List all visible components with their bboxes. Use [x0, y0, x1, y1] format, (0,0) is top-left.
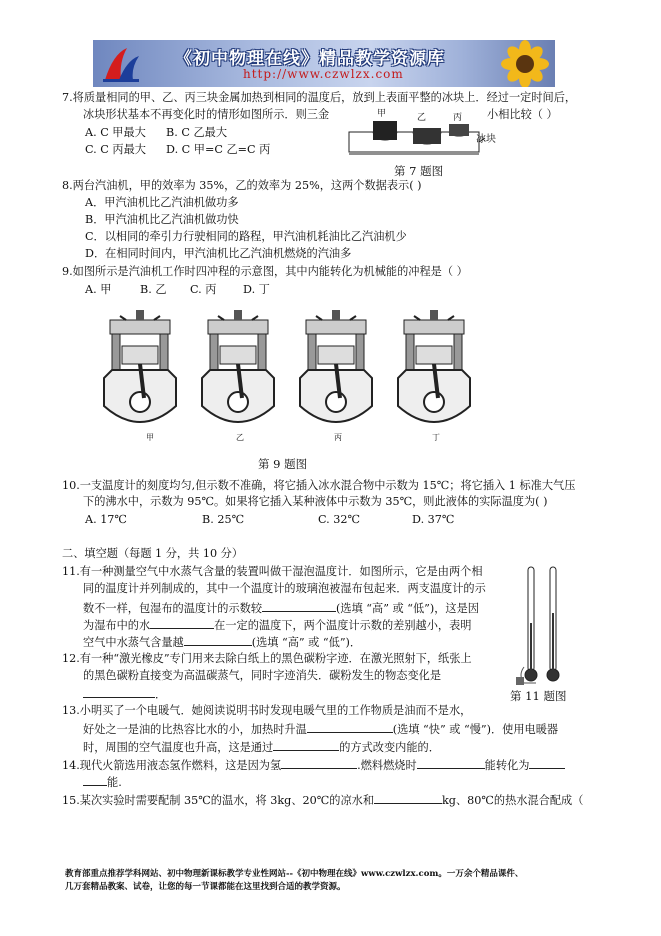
q8-option-b: B．甲汽油机比乙汽油机做功快 — [85, 213, 239, 226]
q12-line3-text: ． — [155, 688, 167, 701]
q7-option-a: A. C 甲最大 — [85, 126, 146, 139]
q9-option-a: A. 甲 — [85, 283, 112, 296]
q13-line2-text-a: 好处之一是油的比热容比水的小，加热时升温 — [83, 723, 307, 736]
q8-option-c: C．以相同的牵引力行驶相同的路程，甲汽油机耗油比乙汽油机少 — [85, 230, 407, 243]
q15-text-b: kg、80℃的热水混合配成（ — [442, 794, 584, 807]
q9-option-c: C. 丙 — [190, 283, 217, 296]
q14-blank-1[interactable] — [281, 757, 357, 769]
q7-option-c: C. C 丙最大 — [85, 143, 146, 156]
q13-line2 — [83, 721, 558, 737]
footer-line1: 教育部重点推荐学科网站、初中物理新课标教学专业性网站--《初中物理在线》www.czwlzx.com。一万余个精品课件、 — [65, 869, 524, 879]
q13-blank-1[interactable] — [307, 721, 393, 733]
q9-stem: 9.如图所示是汽油机工作时四冲程的示意图，其中内能转化为机械能的冲程是（ ） — [62, 265, 468, 278]
q9-label-bing: 丙 — [334, 433, 342, 442]
q11-blank-3[interactable] — [184, 634, 252, 646]
sunflower-icon — [495, 40, 555, 87]
q9-option-b: B. 乙 — [140, 283, 167, 296]
q15-line1 — [62, 792, 583, 808]
q11-blank-1[interactable] — [262, 600, 336, 612]
q9-engine-figure — [100, 306, 480, 446]
q8-option-a: A．甲汽油机比乙汽油机做功多 — [85, 196, 239, 209]
q11-thermometer-figure — [512, 563, 572, 687]
banner-url: http://www.czwlzx.com — [243, 67, 404, 81]
q13-line1: 13.小明买了一个电暖气．她阅读说明书时发现电暖气里的工作物质是油而不是水， — [62, 704, 472, 717]
q14-line1 — [62, 757, 565, 773]
q11-line2: 同的温度计并列制成的，其中一个温度计的玻璃泡被湿布包起来．两支温度计的示 — [83, 582, 486, 595]
section-title: 二、填空题（每题 1 分，共 10 分） — [62, 547, 244, 560]
q7-stem-line2: 冰块形状基本不再变化时的情形如图所示．则三金 — [83, 108, 330, 121]
q7-stem-line1: 7.将质量相同的甲、乙、丙三块金属加热到相同的温度后，放到上表面平整的冰块上．经过一定时间后， — [62, 91, 577, 104]
q11-line3 — [83, 600, 479, 616]
q12-blank-1[interactable] — [83, 686, 155, 698]
q7-label-ice: 冰块 — [476, 134, 496, 145]
footer-line2: 几万套精品教案、试卷，让您的每一节课都能在这里找到合适的教学资源。 — [65, 882, 346, 892]
q7-label-bing: 丙 — [453, 113, 463, 123]
q14-blank-3-cont[interactable] — [83, 774, 107, 786]
q15-blank-1[interactable] — [374, 792, 442, 804]
q13-line3 — [83, 739, 440, 755]
q10-line1: 10.一支温度计的刻度均匀,但示数不准确，将它插入冰水混合物中示数为 15℃；将它插入 1 标准大气压 — [62, 479, 576, 492]
q11-caption: 第 11 题图 — [510, 689, 567, 703]
q7-stem-line2b: 小相比较（ ） — [487, 108, 558, 121]
q14-blank-3[interactable] — [529, 757, 565, 769]
q11-line5-text-b: (选填 “高” 或 “低”)． — [251, 636, 362, 649]
q7-caption: 第 7 题图 — [394, 164, 444, 178]
q11-line4-text-b: 在一定的温度下，两个温度计示数的差别越小，表明 — [214, 619, 472, 632]
q14-blank-2[interactable] — [417, 757, 485, 769]
q11-line4-text-a: 为湿布中的水 — [83, 619, 151, 632]
q10-line2: 下的沸水中，示数为 95℃。如果将它插入某种液体中示数为 35℃，则此液体的实际温度为( ) — [83, 495, 548, 508]
q7-label-yi: 乙 — [417, 113, 427, 123]
q14-text-c: 能转化为 — [484, 759, 530, 772]
q14-line2 — [83, 774, 122, 790]
q10-option-c: C. 32℃ — [318, 513, 361, 526]
q8-option-d: D．在相同时间内，甲汽油机比乙汽油机燃烧的汽油多 — [85, 247, 352, 260]
q11-line3-text-a: 数不一样，包湿布的温度计的示数较 — [83, 602, 263, 615]
q14-text-b: .燃料燃烧时 — [357, 759, 417, 772]
q7-option-d: D. C 甲=C 乙=C 丙 — [166, 143, 271, 156]
q11-line1: 11.有一种测量空气中水蒸气含量的装置叫做干湿泡温度计．如图所示，它是由两个相 — [62, 565, 483, 578]
q12-line1: 12.有一种“激光橡皮”专门用来去除白纸上的黑色碳粉字迹．在激光照射下，纸张上 — [62, 652, 472, 665]
q11-line5 — [83, 634, 361, 650]
q9-label-ding: 丁 — [432, 433, 440, 442]
header-banner — [93, 40, 555, 87]
q10-option-b: B. 25℃ — [202, 513, 245, 526]
banner-title: 《初中物理在线》精品教学资源库 — [175, 49, 445, 69]
q10-option-a: A. 17℃ — [85, 513, 127, 526]
q10-option-d: D. 37℃ — [412, 513, 455, 526]
q11-line4 — [83, 617, 471, 633]
q11-line3-text-b: (选填 “高” 或 “低”)，这是因 — [336, 602, 479, 615]
q15-text-a: 15.某次实验时需要配制 35℃的温水，将 3kg、20℃的凉水和 — [62, 794, 375, 807]
q12-line3 — [83, 686, 166, 702]
q14-text-d: 能. — [107, 776, 122, 789]
q9-caption: 第 9 题图 — [258, 457, 308, 471]
q8-stem: 8.两台汽油机，甲的效率为 35%，乙的效率为 25%，这两个数据表示( ) — [62, 179, 422, 192]
q9-label-jia: 甲 — [146, 433, 154, 442]
q13-line3-text-a: 时，周围的空气温度也升高，这是通过 — [83, 741, 274, 754]
q7-label-jia: 甲 — [377, 109, 387, 119]
q11-blank-2[interactable] — [150, 617, 214, 629]
q14-text-a: 14.现代火箭选用液态氢作燃料，这是因为氢 — [62, 759, 282, 772]
q7-option-b: B. C 乙最大 — [166, 126, 228, 139]
q9-label-yi: 乙 — [236, 433, 244, 442]
q9-option-d: D. 丁 — [243, 283, 270, 296]
q13-line3-text-b: 的方式改变内能的． — [339, 741, 440, 754]
q13-line2-text-b: (选填 “快” 或 “慢”)．使用电暖器 — [392, 723, 559, 736]
q13-blank-2[interactable] — [273, 739, 339, 751]
q12-line2: 的黑色碳粉直接变为高温碳蒸气，同时字迹消失．碳粉发生的物态变化是 — [83, 669, 442, 682]
logo-icon — [99, 44, 143, 84]
q11-line5-text-a: 空气中水蒸气含量越 — [83, 636, 184, 649]
q7-ice-figure — [345, 106, 500, 158]
